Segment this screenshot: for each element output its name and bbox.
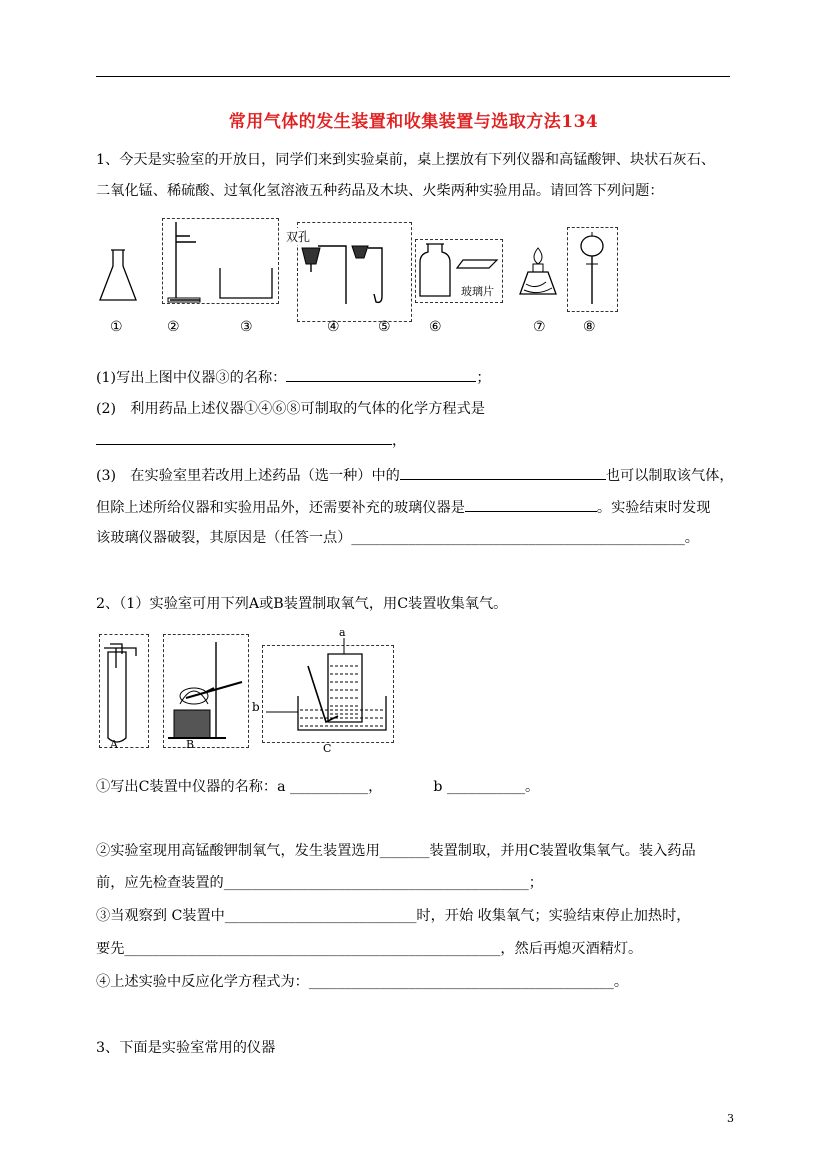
q2-step2-blank-check-2[interactable]: ______________: [429, 875, 529, 891]
q2-step3-text-f: ，然后再熄灭酒精灯。: [500, 941, 643, 957]
heating-apparatus-icon: [166, 638, 246, 742]
conical-flask-icon: [98, 248, 138, 304]
figure-label-2: ②: [167, 319, 180, 335]
q1-part3-text-g: 。: [684, 530, 699, 546]
q1-part3-line1: [96, 464, 734, 486]
q2-step1-label-b: b: [433, 779, 443, 795]
test-tube-apparatus-icon: [102, 638, 146, 746]
q1-part3-glassware-blank[interactable]: [465, 496, 597, 512]
iron-stand-icon: [166, 220, 206, 304]
q2-step4-blank-equation[interactable]: ___________________________________________: [308, 974, 614, 990]
q2-step3-text-d: 要先: [96, 941, 125, 957]
q1-part3-text-d: 。实验结束时发现: [596, 500, 711, 516]
label-a: a: [339, 626, 346, 639]
q2-step2-end: ；: [528, 875, 543, 891]
q1-part3-line2: [96, 496, 710, 518]
q2-step1-blank-a[interactable]: ___________，: [290, 779, 383, 795]
q1-part2-answer-line: [96, 429, 406, 451]
q1-part3-line3: [96, 528, 699, 548]
q2-intro: 2、（1）实验室可用下列A或B装置制取氧气，用C装置收集氧气。: [96, 596, 508, 612]
apparatus-a-label: A: [110, 738, 118, 751]
q1-part1: [96, 366, 491, 388]
figure-label-8: ⑧: [583, 319, 596, 335]
q2-step3-blank-observe[interactable]: ___________________________: [224, 908, 417, 924]
q2-step3-line2: [96, 939, 642, 959]
q2-step3-line1: [96, 906, 690, 926]
q2-step2-blank-device[interactable]: _______: [379, 843, 430, 859]
separatory-funnel-icon: [578, 230, 606, 308]
glass-sheet-label: 玻璃片: [461, 285, 494, 298]
figure-label-7: ⑦: [533, 319, 546, 335]
q1-intro-line1: 1、今天是实验室的开放日，同学们来到实验桌前，桌上摆放有下列仪器和高锰酸钾、块状石灰石、: [96, 152, 716, 168]
q1-part3-reagent-blank[interactable]: [400, 464, 606, 480]
q2-step2-line2: [96, 873, 543, 893]
q3-intro: 3、下面是实验室常用的仪器: [96, 1040, 276, 1056]
q2-step2-text-a: ②实验室现用高锰酸钾制氧气，发生装置选用: [96, 843, 380, 859]
q1-part3-text-c: 但除上述所给仪器和实验用品外，还需要补充的玻璃仪器是: [96, 500, 465, 516]
label-b: b: [252, 700, 260, 714]
q2-step3-blank-first[interactable]: _____________________________________________________: [124, 941, 501, 957]
q2-step2-text-c: 装置制取，并用C装置收集氧气。装入药品: [429, 843, 696, 859]
double-hole-stopper-icon: [302, 238, 402, 310]
q2-step1-blank-b[interactable]: ___________。: [446, 779, 540, 795]
glass-sheet-icon: [455, 258, 499, 270]
q1-part3-text-e: 该玻璃仪器破裂，其原因是（任答一点）: [96, 530, 352, 546]
page-title: 常用气体的发生装置和收集装置与选取方法134: [228, 112, 599, 132]
alcohol-lamp-icon: [516, 244, 560, 302]
q1-part3-text-b: 也可以制取该气体，: [605, 468, 734, 484]
q2-step2-line1: [96, 841, 696, 861]
q2-step1-text: ①写出C装置中仪器的名称：a: [96, 779, 286, 795]
figure-label-6: ⑥: [429, 319, 442, 335]
q1-part2-end: ，: [392, 433, 407, 449]
page-number: 3: [727, 1112, 734, 1125]
figure-label-3: ③: [240, 319, 253, 335]
q2-step3-text-c: 时，开始 收集氧气；实验结束停止加热时，: [416, 908, 691, 924]
q1-intro-line2: 二氧化锰、稀硫酸、过氧化氢溶液五种药品及木块、火柴两种实验用品。请回答下列问题：: [96, 183, 664, 199]
q2-step4: [96, 972, 628, 992]
gas-jar-icon: [418, 242, 452, 298]
q1-part2: (2) 利用药品上述仪器①④⑥⑧可制取的气体的化学方程式是: [96, 401, 485, 417]
q2-step2-blank-check[interactable]: _____________________________: [223, 875, 430, 891]
water-collection-apparatus-icon: [264, 636, 392, 736]
figure-label-5: ⑤: [378, 319, 391, 335]
q2-step2-text-d: 前，应先检查装置的: [96, 875, 224, 891]
double-hole-label: 双孔: [286, 230, 311, 244]
q2-step3-text-a: ③当观察到 C装置中: [96, 908, 225, 924]
q1-part1-text: (1)写出上图中仪器③的名称：: [96, 370, 287, 386]
figure-label-1: ①: [110, 319, 123, 335]
apparatus-c-label: C: [323, 742, 332, 755]
figure-label-4: ④: [327, 319, 340, 335]
q2-step4-end: 。: [613, 974, 629, 990]
q1-part2-answer-blank[interactable]: [96, 429, 392, 445]
header-rule: [96, 76, 730, 77]
q1-part3-text-a: (3) 在实验室里若改用上述药品（选一种）中的: [96, 468, 400, 484]
apparatus-b-label: B: [186, 738, 195, 751]
q1-part3-reason-blank[interactable]: _______________________________________________: [351, 530, 685, 546]
q2-step1: [96, 777, 539, 797]
q2-step4-text: ④上述实验中反应化学方程式为：: [96, 974, 309, 990]
q1-part1-end: ；: [476, 370, 491, 386]
water-trough-icon: [218, 266, 274, 302]
q1-part1-answer-blank[interactable]: [286, 366, 476, 382]
